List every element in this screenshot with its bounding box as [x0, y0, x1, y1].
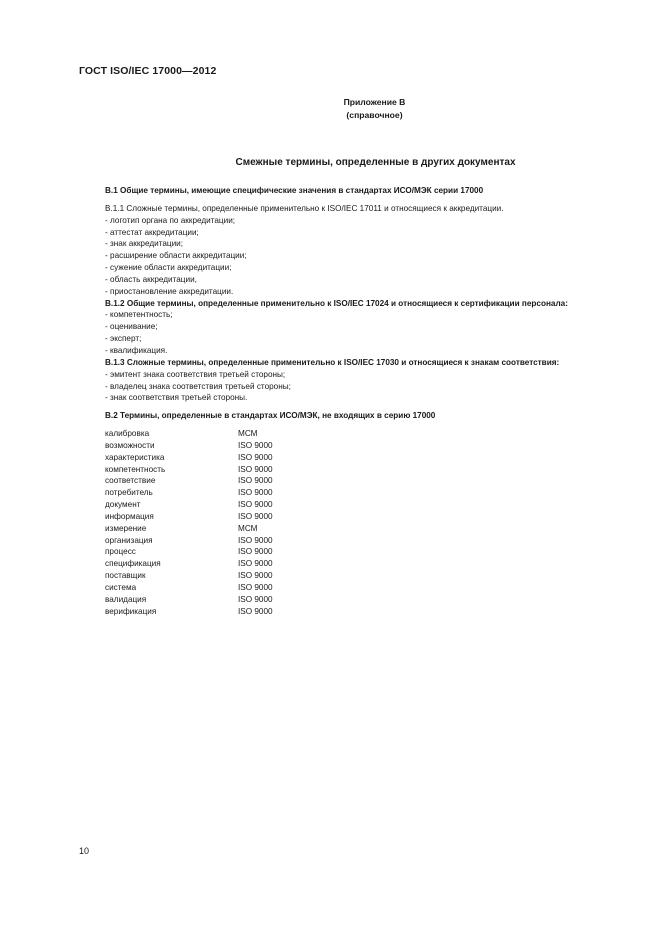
list-item: - знак аккредитации;: [105, 238, 635, 250]
source-cell: ISO 9000: [238, 452, 273, 462]
list-item: - знак соответствия третьей стороны.: [105, 392, 635, 404]
term-cell: спецификация: [105, 559, 161, 569]
list-item: - эмитент знака соответствия третьей стороны;: [105, 369, 635, 381]
term-cell: измерение: [105, 523, 147, 533]
list-item: - владелец знака соответствия третьей стороны;: [105, 381, 635, 393]
table-row: [105, 440, 273, 452]
list-item: - оценивание;: [105, 321, 635, 333]
table-row: [105, 487, 273, 499]
terms-table: [105, 428, 273, 618]
b12-heading: В.1.2 Общие термины, определенные применительно к ISO/IEC 17024 и относящиеся к сертификации персонала:: [105, 298, 568, 308]
table-row: [105, 535, 273, 547]
b11-intro: В.1.1 Сложные термины, определенные применительно к ISO/IEC 17011 и относящиеся к аккредитации.: [105, 203, 504, 213]
list-item: - логотип органа по аккредитации;: [105, 215, 635, 227]
term-cell: организация: [105, 535, 153, 545]
table-row: [105, 606, 273, 618]
list-item: - сужение области аккредитации;: [105, 262, 635, 274]
term-cell: верификация: [105, 606, 157, 616]
table-row: [105, 582, 273, 594]
annex-title: Приложение В: [343, 97, 406, 107]
source-cell: МСМ: [238, 523, 258, 533]
source-cell: ISO 9000: [238, 559, 273, 569]
list-item: - область аккредитации,: [105, 274, 635, 286]
term-cell: калибровка: [105, 429, 150, 439]
source-cell: ISO 9000: [238, 476, 273, 486]
table-row: [105, 546, 273, 558]
table-row: [105, 464, 273, 476]
list-item: - компетентность;: [105, 309, 635, 321]
standard-header: ГОСТ ISO/IEC 17000—2012: [79, 65, 217, 77]
source-cell: ISO 9000: [238, 535, 273, 545]
table-row: [105, 475, 273, 487]
term-cell: процесс: [105, 547, 136, 557]
b12-list: [79, 309, 635, 356]
source-cell: ISO 9000: [238, 594, 273, 604]
source-cell: ISO 9000: [238, 606, 273, 616]
source-cell: ISO 9000: [238, 488, 273, 498]
table-row: [105, 428, 273, 440]
annex-heading: [79, 96, 632, 122]
b11-list: [79, 215, 635, 298]
term-cell: характеристика: [105, 452, 165, 462]
source-cell: ISO 9000: [238, 583, 273, 592]
table-row: [105, 558, 273, 570]
list-item: - эксперт;: [105, 333, 635, 345]
term-cell: документ: [105, 500, 141, 510]
section-title: Смежные термины, определенные в других документах: [235, 157, 516, 168]
term-cell: соответствие: [105, 476, 156, 486]
table-row: [105, 452, 273, 464]
b13-heading: В.1.3 Сложные термины, определенные применительно к ISO/IEC 17030 и относящиеся к знакам соответствия:: [105, 357, 560, 367]
table-row: [105, 594, 273, 606]
list-item: - аттестат аккредитации;: [105, 227, 635, 239]
source-cell: ISO 9000: [238, 547, 273, 557]
term-cell: система: [105, 583, 137, 592]
source-cell: МСМ: [238, 429, 258, 439]
term-cell: поставщик: [105, 571, 146, 581]
b1-heading: В.1 Общие термины, имеющие специфические значения в стандартах ИСО/МЭК серии 17000: [105, 186, 484, 195]
page-number: 10: [79, 846, 90, 856]
b2-heading: В.2 Термины, определенные в стандартах ИСО/МЭК, не входящих в серию 17000: [105, 411, 436, 421]
table-row: [105, 499, 273, 511]
table-row: [105, 570, 273, 582]
source-cell: ISO 9000: [238, 511, 273, 521]
annex-subtitle: (справочное): [346, 110, 403, 120]
term-cell: компетентность: [105, 464, 166, 474]
term-cell: потребитель: [105, 488, 153, 498]
source-cell: ISO 9000: [238, 464, 273, 474]
document-body: [79, 185, 635, 618]
term-cell: валидация: [105, 594, 147, 604]
source-cell: ISO 9000: [238, 500, 273, 510]
table-row: [105, 523, 273, 535]
list-item: - квалификация.: [105, 345, 635, 357]
table-row: [105, 511, 273, 523]
term-cell: информация: [105, 511, 154, 521]
source-cell: ISO 9000: [238, 571, 273, 581]
list-item: - приостановление аккредитации.: [105, 286, 635, 298]
term-cell: возможности: [105, 440, 155, 450]
list-item: - расширение области аккредитации;: [105, 250, 635, 262]
b13-list: [79, 369, 635, 405]
source-cell: ISO 9000: [238, 440, 273, 450]
